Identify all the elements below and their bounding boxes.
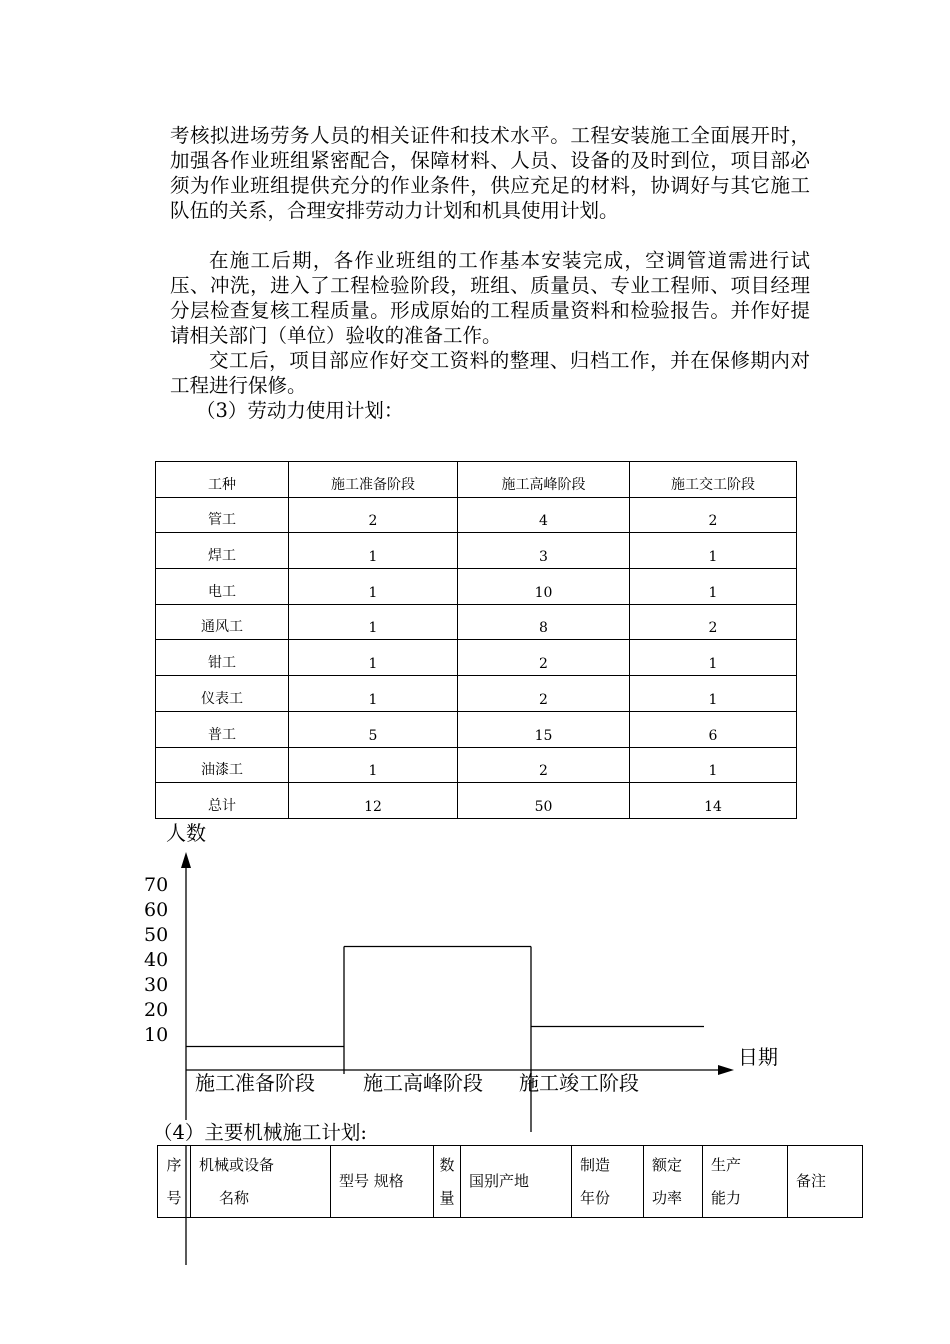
y-tick-label: 10 [144,1024,169,1046]
header-line: 制造 [580,1155,611,1174]
table-row-total [156,783,797,819]
header-line: 机械或设备 [199,1155,275,1174]
trade-cell: 电工 [156,569,289,605]
header-seq [158,1146,191,1218]
header-note: 备注 [788,1146,863,1218]
count-cell: 1 [289,640,458,676]
header-line: 序 [166,1155,182,1174]
count-cell: 1 [289,747,458,783]
trade-cell: 总计 [156,783,289,819]
table-header-row [158,1146,863,1218]
y-tick-label: 30 [144,974,169,996]
trade-cell: 管工 [156,497,289,533]
count-cell: 5 [289,711,458,747]
table-row [156,711,797,747]
trade-cell: 普工 [156,711,289,747]
table-row [156,640,797,676]
x-axis-label: 日期 [738,1045,778,1069]
count-cell: 1 [289,533,458,569]
table-row [156,497,797,533]
header-line: 额定 [652,1155,683,1174]
phase-label: 施工高峰阶段 [363,1071,483,1095]
count-cell: 12 [289,783,458,819]
paragraph-late-stage: 在施工后期，各作业班组的工作基本安装完成，空调管道需进行试压、冲洗，进入了工程检验阶段，班组、质量员、专业工程师、项目经理分层检查复核工程质量。形成原始的工程质量资料和检验报告。并作好提请相关部门（单位）验收的准备工作。 [170,249,810,347]
count-cell: 2 [458,676,630,712]
y-tick-label: 40 [144,949,169,971]
y-tick-label: 50 [144,924,169,946]
table-row [156,604,797,640]
header-line: 数 [439,1155,455,1174]
labor-plan-table [155,461,797,819]
table-row [156,533,797,569]
header-cell: 工种 [156,462,289,498]
header-cell: 施工高峰阶段 [458,462,630,498]
trade-cell: 油漆工 [156,747,289,783]
count-cell: 15 [458,711,630,747]
count-cell: 1 [630,533,797,569]
header-line: 名称 [219,1188,250,1207]
table-row [156,747,797,783]
count-cell: 4 [458,497,630,533]
y-axis-label: 人数 [166,821,206,845]
count-cell: 1 [630,569,797,605]
count-cell: 10 [458,569,630,605]
count-cell: 1 [289,569,458,605]
phase-label: 施工准备阶段 [195,1071,315,1095]
header-model: 型号 规格 [331,1146,434,1218]
count-cell: 50 [458,783,630,819]
paragraph-handover: 交工后，项目部应作好交工资料的整理、归档工作，并在保修期内对工程进行保修。 [170,349,810,397]
count-cell: 3 [458,533,630,569]
count-cell: 2 [630,604,797,640]
count-cell: 2 [630,497,797,533]
count-cell: 1 [630,676,797,712]
header-capacity [703,1146,788,1218]
count-cell: 6 [630,711,797,747]
x-axis-arrow [718,1065,734,1075]
table-header-row [156,462,797,498]
count-cell: 2 [289,497,458,533]
count-cell: 1 [289,604,458,640]
phase-label: 施工竣工阶段 [519,1071,639,1095]
y-tick-label: 60 [144,899,169,921]
header-origin: 国别产地 [461,1146,572,1218]
header-cell: 施工交工阶段 [630,462,797,498]
table-row [156,676,797,712]
header-line: 年份 [580,1188,611,1207]
y-tick-label: 20 [144,999,169,1021]
count-cell: 14 [630,783,797,819]
header-line: 能力 [711,1188,742,1207]
trade-cell: 焊工 [156,533,289,569]
header-line: 量 [439,1188,455,1207]
table-row [156,569,797,605]
header-qty [434,1146,461,1218]
machinery-plan-table [157,1145,863,1218]
header-line: 功率 [652,1188,683,1207]
count-cell: 2 [458,640,630,676]
count-cell: 1 [630,640,797,676]
count-cell: 8 [458,604,630,640]
y-axis-arrow [181,852,191,868]
count-cell: 2 [458,747,630,783]
paragraph-labor-assessment: 考核拟进场劳务人员的相关证件和技术水平。工程安装施工全面展开时，加强各作业班组紧密配合，保障材料、人员、设备的及时到位，项目部必须为作业班组提供充分的作业条件，供应充足的材料，协调好与其它施工队伍的关系，合理安排劳动力计划和机具使用计划。 [170,124,810,222]
count-cell: 1 [630,747,797,783]
header-power [644,1146,703,1218]
header-cell: 施工准备阶段 [289,462,458,498]
header-year [572,1146,644,1218]
header-line: 号 [166,1188,182,1207]
count-cell: 1 [289,676,458,712]
section-4-title: （4）主要机械施工计划: [153,1120,371,1145]
section-3-title: （3）劳动力使用计划： [196,399,404,422]
header-name [191,1146,331,1218]
header-line: 生产 [711,1155,742,1174]
trade-cell: 钳工 [156,640,289,676]
trade-cell: 通风工 [156,604,289,640]
y-tick-label: 70 [144,874,169,896]
trade-cell: 仪表工 [156,676,289,712]
